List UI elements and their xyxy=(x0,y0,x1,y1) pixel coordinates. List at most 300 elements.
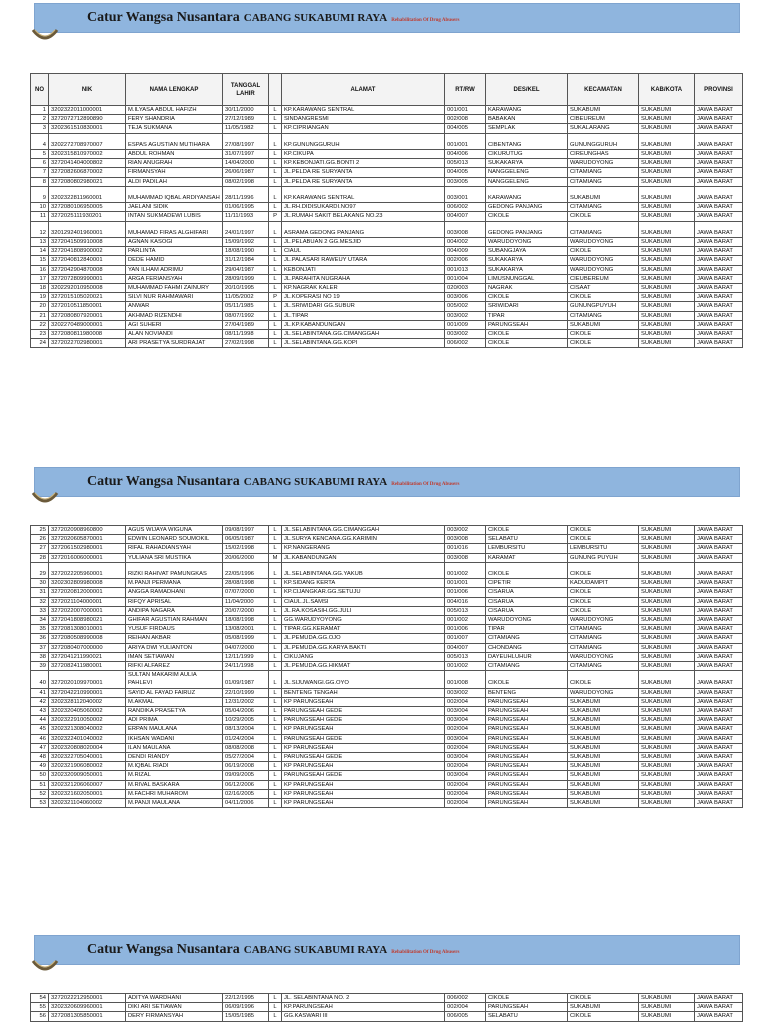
cell-kecamatan: CIKOLE xyxy=(568,588,639,597)
col-header: TANGGAL LAHIR xyxy=(223,74,269,106)
cell-jk: L xyxy=(269,606,282,615)
cell-jk: L xyxy=(269,124,282,133)
cell-rt-rw: 006/002 xyxy=(445,994,486,1003)
table-row xyxy=(31,662,743,671)
cell-kecamatan: CISAAT xyxy=(568,284,639,293)
org-name: Catur Wangsa Nusantara xyxy=(87,10,240,25)
cell-jk: L xyxy=(269,265,282,274)
cell-no: 29 xyxy=(31,562,49,578)
cell-alamat: JL. SELABINTANA NO. 2 xyxy=(282,994,445,1003)
cell-nama: MUHAMAD FIRAS ALGHIFARI xyxy=(126,221,223,237)
cell-kecamatan: CITAMIANG xyxy=(568,168,639,177)
cell-tanggal-lahir: 06/19/2008 xyxy=(223,762,269,771)
cell-no: 36 xyxy=(31,634,49,643)
cell-provinsi: JAWA BARAT xyxy=(695,150,743,159)
cell-rt-rw: 002/004 xyxy=(445,1003,486,1012)
col-header: DES/KEL xyxy=(486,74,568,106)
cell-kecamatan: CIKOLE xyxy=(568,526,639,535)
header-banner xyxy=(34,3,740,33)
col-header: PROVINSI xyxy=(695,74,743,106)
cell-jk: L xyxy=(269,643,282,652)
table-row xyxy=(31,339,743,348)
cell-jk: L xyxy=(269,1012,282,1021)
table-row xyxy=(31,115,743,124)
cell-provinsi: JAWA BARAT xyxy=(695,124,743,133)
org-name: Catur Wangsa Nusantara xyxy=(87,474,240,489)
cell-no: 1 xyxy=(31,106,49,115)
cell-kab-kota: SUKABUMI xyxy=(639,106,695,115)
cell-rt-rw: 001/002 xyxy=(445,562,486,578)
cell-rt-rw: 003/008 xyxy=(445,221,486,237)
cell-nik: 3202322401040002 xyxy=(49,734,126,743)
cell-nama: M.PANJI MAULANA xyxy=(126,799,223,808)
table-row xyxy=(31,168,743,177)
cell-alamat: KP PARUNGSEAH xyxy=(282,697,445,706)
cell-des-kel: WARUDOYONG xyxy=(486,238,568,247)
cell-kecamatan: CIEUBEREUM xyxy=(568,274,639,283)
cell-alamat: JL.SELABINTANA.GG.KOPI xyxy=(282,339,445,348)
cell-nama: INTAN SUKMADEWI LUBIS xyxy=(126,212,223,221)
cell-kecamatan: CIBEUREUM xyxy=(568,115,639,124)
table-row xyxy=(31,284,743,293)
cell-provinsi: JAWA BARAT xyxy=(695,221,743,237)
cell-nama: ALAN NOVIANDI xyxy=(126,330,223,339)
cell-no: 56 xyxy=(31,1012,49,1021)
table-row xyxy=(31,177,743,186)
cell-kab-kota: SUKABUMI xyxy=(639,753,695,762)
cell-tanggal-lahir: 05/27/2004 xyxy=(223,753,269,762)
cell-tanggal-lahir: 31/12/1984 xyxy=(223,256,269,265)
cell-provinsi: JAWA BARAT xyxy=(695,616,743,625)
cell-alamat: KP PARUNGSEAH xyxy=(282,743,445,752)
cell-jk: L xyxy=(269,247,282,256)
cell-no: 7 xyxy=(31,168,49,177)
table-row xyxy=(31,293,743,302)
cell-rt-rw: 001/007 xyxy=(445,634,486,643)
cell-kecamatan: GUNUNGGURUH xyxy=(568,133,639,149)
cell-nama: JAELANI SIDIK xyxy=(126,203,223,212)
cell-no: 12 xyxy=(31,221,49,237)
cell-des-kel: SUKAKARYA xyxy=(486,265,568,274)
cell-jk: L xyxy=(269,625,282,634)
cell-des-kel: SUBANGJAYA xyxy=(486,247,568,256)
cell-jk: P xyxy=(269,293,282,302)
cell-tanggal-lahir: 06/09/1996 xyxy=(223,1003,269,1012)
cell-jk: L xyxy=(269,734,282,743)
cell-jk: L xyxy=(269,535,282,544)
table-row xyxy=(31,526,743,535)
cell-rt-rw: 001/016 xyxy=(445,544,486,553)
cell-kecamatan: SUKABUMI xyxy=(568,697,639,706)
cell-rt-rw: 001/001 xyxy=(445,106,486,115)
cell-nik: 3272080807920001 xyxy=(49,311,126,320)
cell-alamat: JL.RUMAH SAKIT BELAKANG NO.23 xyxy=(282,212,445,221)
cell-tanggal-lahir: 08/08/2008 xyxy=(223,743,269,752)
cell-des-kel: TIPAR xyxy=(486,625,568,634)
cell-alamat: JL.KP.KABANDUNGAN xyxy=(282,320,445,329)
cell-provinsi: JAWA BARAT xyxy=(695,697,743,706)
cell-kecamatan: WARUDOYONG xyxy=(568,238,639,247)
cell-tanggal-lahir: 31/07/1997 xyxy=(223,150,269,159)
cell-des-kel: CHONDANG xyxy=(486,643,568,652)
cell-alamat: PARUNGSEAH GEDE xyxy=(282,707,445,716)
cell-no: 26 xyxy=(31,535,49,544)
cell-nama: M.IQBAL RIADI xyxy=(126,762,223,771)
table-row xyxy=(31,625,743,634)
cell-tanggal-lahir: 09/09/2005 xyxy=(223,771,269,780)
cell-kab-kota: SUKABUMI xyxy=(639,203,695,212)
cell-des-kel: SELABATU xyxy=(486,1012,568,1021)
cell-no: 16 xyxy=(31,265,49,274)
cell-kecamatan: CIKOLE xyxy=(568,994,639,1003)
cell-nik: 3272080508990008 xyxy=(49,634,126,643)
cell-tanggal-lahir: 27/08/1997 xyxy=(223,133,269,149)
cell-tanggal-lahir: 01/09/1987 xyxy=(223,671,269,688)
cell-no: 17 xyxy=(31,274,49,283)
cell-rt-rw: 001/013 xyxy=(445,265,486,274)
cell-no: 50 xyxy=(31,771,49,780)
cell-tanggal-lahir: 15/02/1998 xyxy=(223,544,269,553)
banner-title xyxy=(87,8,459,26)
table-body xyxy=(31,994,743,1022)
cell-no: 44 xyxy=(31,716,49,725)
cell-des-kel: NAGRAK xyxy=(486,284,568,293)
cell-nik: 3272025111930201 xyxy=(49,212,126,221)
cell-tanggal-lahir: 02/16/2005 xyxy=(223,789,269,798)
table-row xyxy=(31,221,743,237)
cell-nama: M.RIZAL xyxy=(126,771,223,780)
cell-no: 34 xyxy=(31,616,49,625)
cell-rt-rw: 003/002 xyxy=(445,330,486,339)
cell-provinsi: JAWA BARAT xyxy=(695,311,743,320)
table-body xyxy=(31,106,743,348)
cell-des-kel: PARUNGSEAH xyxy=(486,780,568,789)
cell-provinsi: JAWA BARAT xyxy=(695,177,743,186)
col-header: ALAMAT xyxy=(282,74,445,106)
cell-des-kel: PARUNGSEAH xyxy=(486,725,568,734)
cell-rt-rw: 001/002 xyxy=(445,662,486,671)
cell-nama: EDWIN LEONARD SOUMOKIL xyxy=(126,535,223,544)
cell-kab-kota: SUKABUMI xyxy=(639,293,695,302)
cell-tanggal-lahir: 26/06/1987 xyxy=(223,168,269,177)
cell-no: 46 xyxy=(31,734,49,743)
cell-kecamatan: CIKOLE xyxy=(568,293,639,302)
cell-des-kel: SUKAKARYA xyxy=(486,256,568,265)
cell-alamat: JL.KOPERASI NO 19 xyxy=(282,293,445,302)
cell-no: 10 xyxy=(31,203,49,212)
cell-provinsi: JAWA BARAT xyxy=(695,265,743,274)
cell-nama: ILAN MAULANA xyxy=(126,743,223,752)
cell-nama: ADI PRIMA xyxy=(126,716,223,725)
cell-des-kel: PARUNGSEAH xyxy=(486,762,568,771)
cell-provinsi: JAWA BARAT xyxy=(695,789,743,798)
cell-no: 23 xyxy=(31,330,49,339)
cell-tanggal-lahir: 20/07/2000 xyxy=(223,606,269,615)
cell-des-kel: GEDONG PANJANG xyxy=(486,203,568,212)
cell-kab-kota: SUKABUMI xyxy=(639,625,695,634)
cell-nama: ABDUL ROHMAN xyxy=(126,150,223,159)
table-row xyxy=(31,159,743,168)
cell-des-kel: GEDONG PANJANG xyxy=(486,221,568,237)
cell-nama: FERY SHANDRIA xyxy=(126,115,223,124)
cell-nama: AGI SUHERI xyxy=(126,320,223,329)
cell-no: 22 xyxy=(31,320,49,329)
cell-rt-rw: 003/004 xyxy=(445,734,486,743)
cell-no: 38 xyxy=(31,652,49,661)
cell-kab-kota: SUKABUMI xyxy=(639,526,695,535)
col-header: NO xyxy=(31,74,49,106)
cell-tanggal-lahir: 05/11/1985 xyxy=(223,302,269,311)
cell-kab-kota: SUKABUMI xyxy=(639,662,695,671)
cell-nama: YAN ILHAM ADRIMU xyxy=(126,265,223,274)
cell-alamat: KP PARUNGSEAH xyxy=(282,789,445,798)
cell-des-kel: SRIWIDARI xyxy=(486,302,568,311)
table-row xyxy=(31,150,743,159)
cell-kecamatan: CITAMIANG xyxy=(568,643,639,652)
cell-nama: PARLINTA xyxy=(126,247,223,256)
cell-des-kel: DAYEUHLUHUR xyxy=(486,652,568,661)
cell-provinsi: JAWA BARAT xyxy=(695,1012,743,1021)
table-row xyxy=(31,634,743,643)
cell-rt-rw: 005/002 xyxy=(445,302,486,311)
cell-nik: 3272020908960800 xyxy=(49,526,126,535)
cell-kecamatan: CITAMIANG xyxy=(568,625,639,634)
cell-tanggal-lahir: 13/08/2001 xyxy=(223,625,269,634)
cell-tanggal-lahir: 10/29/2005 xyxy=(223,716,269,725)
cell-des-kel: WARUDOYONG xyxy=(486,616,568,625)
cell-kab-kota: SUKABUMI xyxy=(639,789,695,798)
cell-rt-rw: 003/002 xyxy=(445,688,486,697)
cell-nik: 3272042904870008 xyxy=(49,265,126,274)
cell-no: 47 xyxy=(31,743,49,752)
table-row xyxy=(31,588,743,597)
cell-kecamatan: WARUDOYONG xyxy=(568,256,639,265)
cell-jk: L xyxy=(269,150,282,159)
cell-nama: M.RIVAL BASKARA xyxy=(126,780,223,789)
cell-provinsi: JAWA BARAT xyxy=(695,994,743,1003)
table-row xyxy=(31,616,743,625)
cell-kecamatan: CIKOLE xyxy=(568,212,639,221)
cell-jk: L xyxy=(269,284,282,293)
cell-no: 8 xyxy=(31,177,49,186)
cell-des-kel: CIKOLE xyxy=(486,562,568,578)
cell-kab-kota: SUKABUMI xyxy=(639,177,695,186)
cell-rt-rw: 006/002 xyxy=(445,203,486,212)
cell-tanggal-lahir: 22/12/1995 xyxy=(223,994,269,1003)
cell-rt-rw: 005/013 xyxy=(445,652,486,661)
cell-kecamatan: CITAMIANG xyxy=(568,311,639,320)
cell-provinsi: JAWA BARAT xyxy=(695,707,743,716)
cell-tanggal-lahir: 05/08/1999 xyxy=(223,634,269,643)
cell-rt-rw: 001/001 xyxy=(445,579,486,588)
cell-kecamatan: SUKABUMI xyxy=(568,789,639,798)
cell-provinsi: JAWA BARAT xyxy=(695,579,743,588)
cell-nik: 3202321104060002 xyxy=(49,799,126,808)
cell-nik: 3272022212950001 xyxy=(49,994,126,1003)
cell-kecamatan: CIKOLE xyxy=(568,247,639,256)
cell-kecamatan: SUKABUMI xyxy=(568,762,639,771)
table-row xyxy=(31,753,743,762)
cell-no: 5 xyxy=(31,150,49,159)
cell-nama: MUHAMMAD IQBAL ARDIYANSAH xyxy=(126,186,223,202)
header-banner xyxy=(34,935,740,965)
cell-jk: L xyxy=(269,743,282,752)
cell-des-kel: SUKAKARYA xyxy=(486,159,568,168)
cell-alamat: JL.PARAHITA NUGRAHA xyxy=(282,274,445,283)
cell-nik: 3272041808900002 xyxy=(49,247,126,256)
cell-alamat: BENTENG TENGAH xyxy=(282,688,445,697)
cell-kecamatan: GUNUNGPUYUH xyxy=(568,302,639,311)
cell-tanggal-lahir: 24/11/1998 xyxy=(223,662,269,671)
cell-tanggal-lahir: 04/11/2006 xyxy=(223,799,269,808)
cell-jk: L xyxy=(269,133,282,149)
cell-rt-rw: 002/004 xyxy=(445,789,486,798)
branch-name: CABANG SUKABUMI RAYA xyxy=(243,476,388,488)
cell-jk: L xyxy=(269,762,282,771)
cell-rt-rw: 005/013 xyxy=(445,159,486,168)
cell-kab-kota: SUKABUMI xyxy=(639,553,695,562)
cell-alamat: JL.SURYA KENCANA.GG.KARIMIN xyxy=(282,535,445,544)
cell-alamat: JL.RH.DIDISUKARDI.NO97 xyxy=(282,203,445,212)
cell-rt-rw: 002/004 xyxy=(445,697,486,706)
table-row xyxy=(31,579,743,588)
cell-des-kel: PARUNGSEAH xyxy=(486,1003,568,1012)
cell-jk: L xyxy=(269,597,282,606)
cell-no: 42 xyxy=(31,697,49,706)
cell-provinsi: JAWA BARAT xyxy=(695,688,743,697)
cell-no: 25 xyxy=(31,526,49,535)
cell-alamat: PARUNGSEAH GEDE xyxy=(282,771,445,780)
cell-tanggal-lahir: 11/05/2002 xyxy=(223,293,269,302)
cell-no: 37 xyxy=(31,643,49,652)
cell-des-kel: CIKOLE xyxy=(486,671,568,688)
table-row xyxy=(31,597,743,606)
cell-nama: AGUS WIJAYA WIGUNA xyxy=(126,526,223,535)
cell-provinsi: JAWA BARAT xyxy=(695,238,743,247)
cell-kecamatan: WARUDOYONG xyxy=(568,616,639,625)
cell-nama: DEDE HAMID xyxy=(126,256,223,265)
cell-des-kel: SELABATU xyxy=(486,535,568,544)
table-row xyxy=(31,265,743,274)
cell-des-kel: KARAWANG xyxy=(486,106,568,115)
cell-nik: 3272041404000802 xyxy=(49,159,126,168)
cell-kab-kota: SUKABUMI xyxy=(639,256,695,265)
cell-tanggal-lahir: 27/02/1998 xyxy=(223,339,269,348)
cell-alamat: KP PARUNGSEAH xyxy=(282,725,445,734)
table-row xyxy=(31,1003,743,1012)
cell-kecamatan: SUKABUMI xyxy=(568,1003,639,1012)
col-header: KECAMATAN xyxy=(568,74,639,106)
cell-nik: 3272041509910008 xyxy=(49,238,126,247)
cell-jk: L xyxy=(269,106,282,115)
cell-rt-rw: 020/003 xyxy=(445,284,486,293)
cell-jk: L xyxy=(269,311,282,320)
cell-rt-rw: 003/006 xyxy=(445,293,486,302)
cell-no: 21 xyxy=(31,311,49,320)
cell-des-kel: TIPAR xyxy=(486,311,568,320)
cell-tanggal-lahir: 28/08/1998 xyxy=(223,579,269,588)
tagline: Rehabilitation Of Drug Abusers xyxy=(391,18,460,23)
cell-no: 9 xyxy=(31,186,49,202)
cell-kecamatan: CIKOLE xyxy=(568,339,639,348)
cell-nama: RIFQY APRISAL xyxy=(126,597,223,606)
table-row xyxy=(31,799,743,808)
table-row xyxy=(31,789,743,798)
cell-tanggal-lahir: 09/08/1997 xyxy=(223,526,269,535)
cell-des-kel: PARUNGSEAH xyxy=(486,734,568,743)
cell-jk: L xyxy=(269,256,282,265)
cell-kab-kota: SUKABUMI xyxy=(639,707,695,716)
cell-kab-kota: SUKABUMI xyxy=(639,697,695,706)
cell-rt-rw: 002/004 xyxy=(445,725,486,734)
cell-des-kel: PARUNGSEAH xyxy=(486,716,568,725)
cell-rt-rw: 003/008 xyxy=(445,535,486,544)
table-row xyxy=(31,994,743,1003)
table-row xyxy=(31,124,743,133)
cell-nama: YULIANA SRI MUSTIKA xyxy=(126,553,223,562)
cell-rt-rw: 003/004 xyxy=(445,707,486,716)
table-row xyxy=(31,544,743,553)
cell-tanggal-lahir: 11/05/1982 xyxy=(223,124,269,133)
cell-nik: 3272081308010001 xyxy=(49,625,126,634)
cell-nik: 3202272708970007 xyxy=(49,133,126,149)
cell-nik: 3202361510830001 xyxy=(49,124,126,133)
cell-kecamatan: SUKABUMI xyxy=(568,753,639,762)
branch-name: CABANG SUKABUMI RAYA xyxy=(243,944,388,956)
cell-nama: ARI PRASETYA SURDRAJAT xyxy=(126,339,223,348)
cell-provinsi: JAWA BARAT xyxy=(695,553,743,562)
cell-kab-kota: SUKABUMI xyxy=(639,734,695,743)
cell-nik: 3202322705040001 xyxy=(49,753,126,762)
table-body xyxy=(31,526,743,808)
cell-tanggal-lahir: 24/01/1997 xyxy=(223,221,269,237)
org-logo-icon xyxy=(30,959,60,975)
cell-des-kel: CIKOLE xyxy=(486,330,568,339)
table-row xyxy=(31,133,743,149)
cell-no: 14 xyxy=(31,247,49,256)
cell-jk: L xyxy=(269,616,282,625)
table-row xyxy=(31,780,743,789)
cell-no: 45 xyxy=(31,725,49,734)
cell-no: 51 xyxy=(31,780,49,789)
cell-tanggal-lahir: 01/06/1995 xyxy=(223,203,269,212)
cell-alamat: JL.RA.KOSASIH.GG.JULI xyxy=(282,606,445,615)
table-header-row xyxy=(31,74,743,106)
cell-jk: L xyxy=(269,789,282,798)
cell-nik: 3272080811980008 xyxy=(49,330,126,339)
cell-provinsi: JAWA BARAT xyxy=(695,274,743,283)
cell-alamat: KP.SIDANG KERTA xyxy=(282,579,445,588)
cell-provinsi: JAWA BARAT xyxy=(695,320,743,329)
cell-nik: 3201292401960001 xyxy=(49,221,126,237)
cell-alamat: JL.SELABINTANA.GG.YAKUB xyxy=(282,562,445,578)
cell-tanggal-lahir: 12/11/1999 xyxy=(223,652,269,661)
cell-provinsi: JAWA BARAT xyxy=(695,526,743,535)
cell-nik: 3272041808980021 xyxy=(49,616,126,625)
cell-des-kel: LIMUSNUNGGAL xyxy=(486,274,568,283)
cell-alamat: KP.GUNUNGGURUH xyxy=(282,133,445,149)
cell-kab-kota: SUKABUMI xyxy=(639,212,695,221)
cell-nik: 3272022007000001 xyxy=(49,606,126,615)
cell-nik: 3202315810970002 xyxy=(49,150,126,159)
cell-tanggal-lahir: 22/05/1996 xyxy=(223,562,269,578)
cell-nama: RIFKI ALFAREZ xyxy=(126,662,223,671)
cell-kab-kota: SUKABUMI xyxy=(639,643,695,652)
cell-no: 6 xyxy=(31,159,49,168)
cell-no: 15 xyxy=(31,256,49,265)
col-header: NAMA LENGKAP xyxy=(126,74,223,106)
cell-nama: ERPAN MAULANA xyxy=(126,725,223,734)
